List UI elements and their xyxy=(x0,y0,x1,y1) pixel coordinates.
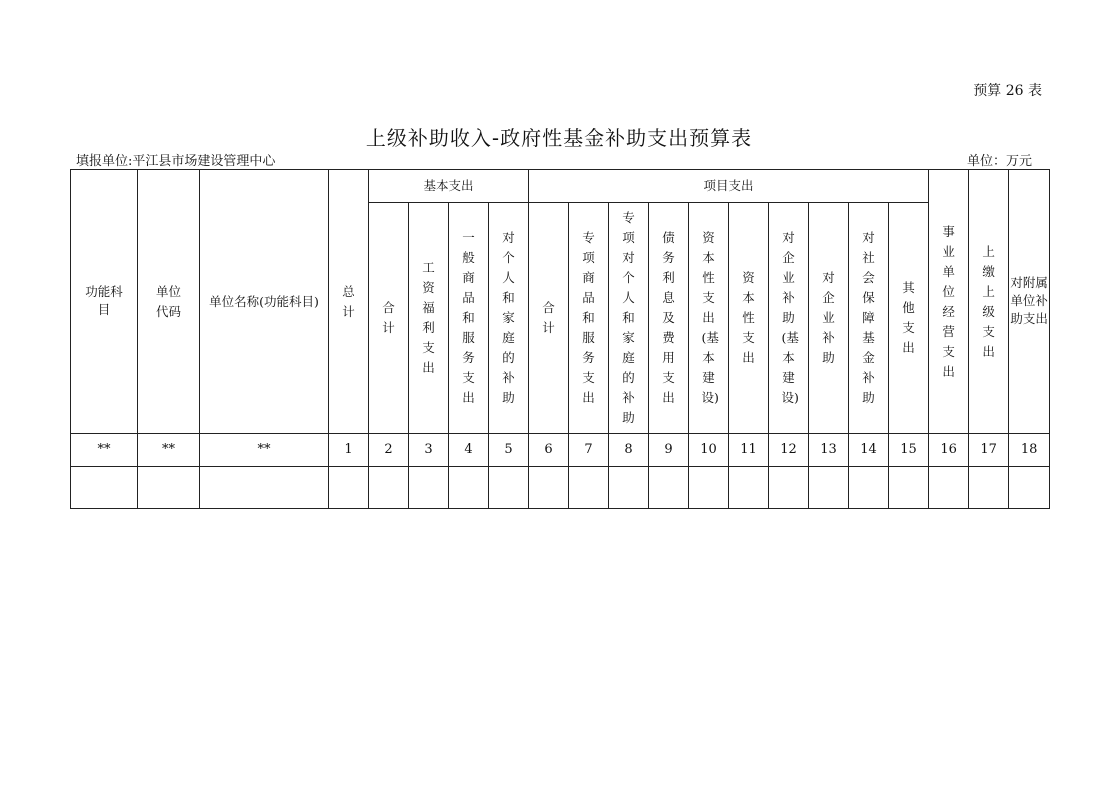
empty-cell xyxy=(689,467,729,509)
empty-cell xyxy=(449,467,489,509)
empty-cell xyxy=(369,467,409,509)
table-cell: ** xyxy=(71,434,138,467)
header-project-9: 对社会保障基金补助 xyxy=(849,203,889,434)
empty-cell xyxy=(809,467,849,509)
table-row xyxy=(71,434,1050,467)
header-tail-3: 对附属单位补助支出 xyxy=(1009,170,1050,434)
empty-cell xyxy=(569,467,609,509)
empty-cell xyxy=(409,467,449,509)
empty-cell xyxy=(889,467,929,509)
table-cell: ** xyxy=(138,434,200,467)
table-cell: 10 xyxy=(689,434,729,467)
header-project-10: 其他支出 xyxy=(889,203,929,434)
header-basic-3: 一般商品和服务支出 xyxy=(449,203,489,434)
table-cell: 18 xyxy=(1009,434,1050,467)
header-project-8: 对企业补助 xyxy=(809,203,849,434)
header-tail-2: 上缴上级支出 xyxy=(969,170,1009,434)
table-cell: 13 xyxy=(809,434,849,467)
empty-row xyxy=(71,467,1050,509)
table-cell: 1 xyxy=(329,434,369,467)
table-cell: 6 xyxy=(529,434,569,467)
empty-cell xyxy=(849,467,889,509)
empty-cell xyxy=(929,467,969,509)
form-number: 预算 26 表 xyxy=(973,83,1042,99)
budget-table xyxy=(70,169,1050,509)
table-cell: 8 xyxy=(609,434,649,467)
table-cell: 15 xyxy=(889,434,929,467)
empty-cell xyxy=(1009,467,1050,509)
header-total: 总计 xyxy=(329,170,369,434)
empty-cell xyxy=(138,467,200,509)
header-func-subject: 功能科目 xyxy=(71,170,138,434)
header-project-6: 资本性支出 xyxy=(729,203,769,434)
page-title: 上级补助收入-政府性基金补助支出预算表 xyxy=(365,126,753,150)
header-unit-name: 单位名称(功能科目) xyxy=(200,170,329,434)
header-project-4: 债务利息及费用支出 xyxy=(649,203,689,434)
header-project-7: 对企业补助(基本建设) xyxy=(769,203,809,434)
currency-unit: 单位：万元 xyxy=(966,154,1032,169)
table-cell: 7 xyxy=(569,434,609,467)
empty-cell xyxy=(489,467,529,509)
empty-cell xyxy=(729,467,769,509)
empty-cell xyxy=(609,467,649,509)
empty-cell xyxy=(200,467,329,509)
table-cell: 9 xyxy=(649,434,689,467)
table-cell: ** xyxy=(200,434,329,467)
table-cell: 12 xyxy=(769,434,809,467)
empty-cell xyxy=(769,467,809,509)
header-project-2: 专项商品和服务支出 xyxy=(569,203,609,434)
header-basic-4: 对个人和家庭的补助 xyxy=(489,203,529,434)
table-cell: 17 xyxy=(969,434,1009,467)
empty-cell xyxy=(71,467,138,509)
header-tail-1: 事业单位经营支出 xyxy=(929,170,969,434)
empty-cell xyxy=(329,467,369,509)
header-project-group: 项目支出 xyxy=(529,170,929,203)
header-project-3: 专项对个人和家庭的补助 xyxy=(609,203,649,434)
table-cell: 11 xyxy=(729,434,769,467)
table-cell: 14 xyxy=(849,434,889,467)
header-project-5: 资本性支出(基本建设) xyxy=(689,203,729,434)
filing-unit: 填报单位:平江县市场建设管理中心 xyxy=(76,154,276,169)
header-project-1: 合计 xyxy=(529,203,569,434)
header-basic-2: 工资福利支出 xyxy=(409,203,449,434)
empty-cell xyxy=(649,467,689,509)
header-unit-code: 单位代码 xyxy=(138,170,200,434)
empty-cell xyxy=(969,467,1009,509)
table-cell: 3 xyxy=(409,434,449,467)
table-cell: 2 xyxy=(369,434,409,467)
header-basic-1: 合计 xyxy=(369,203,409,434)
empty-cell xyxy=(529,467,569,509)
header-basic-group: 基本支出 xyxy=(369,170,529,203)
table-cell: 5 xyxy=(489,434,529,467)
table-cell: 4 xyxy=(449,434,489,467)
table-cell: 16 xyxy=(929,434,969,467)
